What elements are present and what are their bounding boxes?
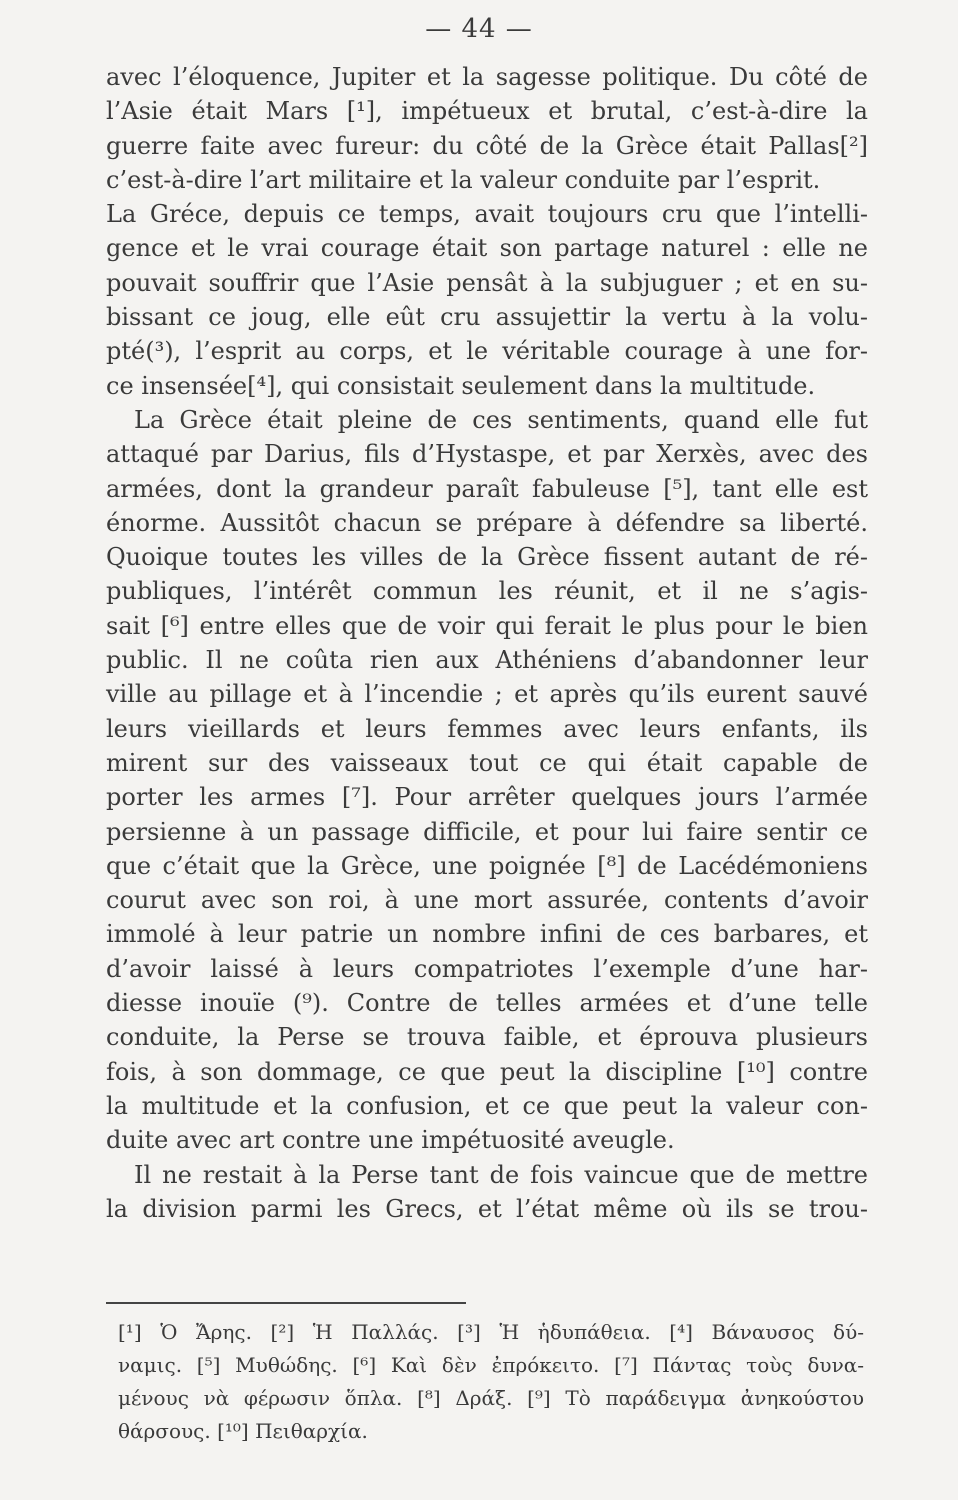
text-line: avec l’éloquence, Jupiter et la sagesse politique. Du côté de	[106, 63, 868, 91]
footnote-line: [¹] Ὁ Ἄρης. [²] Ἡ Παλλάς. [³] Ἡ ἡδυπάθεια. [⁴] Βάναυσος δύ-	[118, 1320, 864, 1344]
text-line: gence et le vrai courage était son partage naturel : elle ne	[106, 234, 868, 263]
footnote-divider	[106, 1302, 466, 1304]
text-line: pté(³), l’esprit au corps, et le véritable courage à une for-	[106, 337, 868, 366]
text-line: duite avec art contre une impétuosité aveugle.	[106, 1126, 675, 1155]
text-line: porter les armes [⁷]. Pour arrêter quelques jours l’armée	[106, 783, 868, 812]
text-line: leurs vieillards et leurs femmes avec leurs enfants, ils	[106, 714, 868, 743]
text-line: énorme. Aussitôt chacun se prépare à défendre sa liberté.	[106, 508, 868, 537]
footnote-line: ναμις. [⁵] Μυθώδης. [⁶] Καὶ δὲν ἐπρόκειτο. [⁷] Πάντας τοὺς δυνα-	[118, 1353, 864, 1377]
body-text	[106, 60, 868, 1226]
footnote-line: θάρσους. [¹⁰] Πειθαρχία.	[118, 1419, 368, 1443]
text-line: que c’était que la Grèce, une poignée [⁸] de Lacédémoniens	[106, 851, 868, 880]
text-line: attaqué par Darius, fils d’Hystaspe, et par Xerxès, avec des	[106, 440, 868, 469]
text-line: sait [⁶] entre elles que de voir qui ferait le plus pour le bien	[106, 611, 868, 640]
text-line: publiques, l’intérêt commun les réunit, et il ne s’agis-	[106, 577, 868, 606]
text-line: guerre faite avec fureur: du côté de la Grèce était Pallas[²]	[106, 131, 868, 160]
text-line: bissant ce joug, elle eût cru assujettir la vertu à la volu-	[106, 303, 868, 332]
text-line: La Grèce était pleine de ces sentiments, quand elle fut	[134, 405, 868, 434]
page-number: — 44 —	[425, 14, 533, 44]
text-line: armées, dont la grandeur paraît fabuleuse [⁵], tant elle est	[106, 474, 868, 503]
text-line: courut avec son roi, à une mort assurée, contents d’avoir	[106, 886, 868, 915]
text-line: Il ne restait à la Perse tant de fois vaincue que de mettre	[134, 1160, 868, 1189]
text-line: Quoique toutes les villes de la Grèce fissent autant de ré-	[106, 543, 868, 572]
text-line: La Gréce, depuis ce temps, avait toujours cru que l’intelli-	[106, 200, 868, 229]
text-line: l’Asie était Mars [¹], impétueux et brutal, c’est-à-dire la	[106, 97, 868, 126]
text-line: c’est-à-dire l’art militaire et la valeur conduite par l’esprit.	[106, 165, 821, 194]
footnote-line: μένους νὰ φέρωσιν ὅπλα. [⁸] Δράξ. [⁹] Τὸ παράδειγμα ἀνηκούστου	[118, 1386, 864, 1410]
text-line: la division parmi les Grecs, et l’état même où ils se trou-	[106, 1194, 868, 1223]
text-line: fois, à son dommage, ce que peut la discipline [¹⁰] contre	[106, 1057, 868, 1086]
text-line: d’avoir laissé à leurs compatriotes l’exemple d’une har-	[106, 954, 868, 983]
text-line: immolé à leur patrie un nombre infini de ces barbares, et	[106, 920, 868, 949]
text-line: ville au pillage et à l’incendie ; et après qu’ils eurent sauvé	[106, 680, 868, 709]
text-line: ce insensée[⁴], qui consistait seulement dans la multitude.	[106, 371, 816, 400]
text-line: conduite, la Perse se trouva faible, et éprouva plusieurs	[106, 1023, 868, 1052]
text-line: pouvait souffrir que l’Asie pensât à la subjuguer ; et en su-	[106, 268, 868, 297]
text-line: diesse inouïe (⁹). Contre de telles armées et d’une telle	[106, 989, 868, 1018]
text-line: persienne à un passage difficile, et pour lui faire sentir ce	[106, 817, 868, 846]
footnotes	[118, 1316, 864, 1448]
text-line: public. Il ne coûta rien aux Athéniens d’abandonner leur	[106, 646, 868, 675]
text-line: mirent sur des vaisseaux tout ce qui était capable de	[106, 748, 868, 777]
text-line: la multitude et la confusion, et ce que peut la valeur con-	[106, 1091, 868, 1120]
